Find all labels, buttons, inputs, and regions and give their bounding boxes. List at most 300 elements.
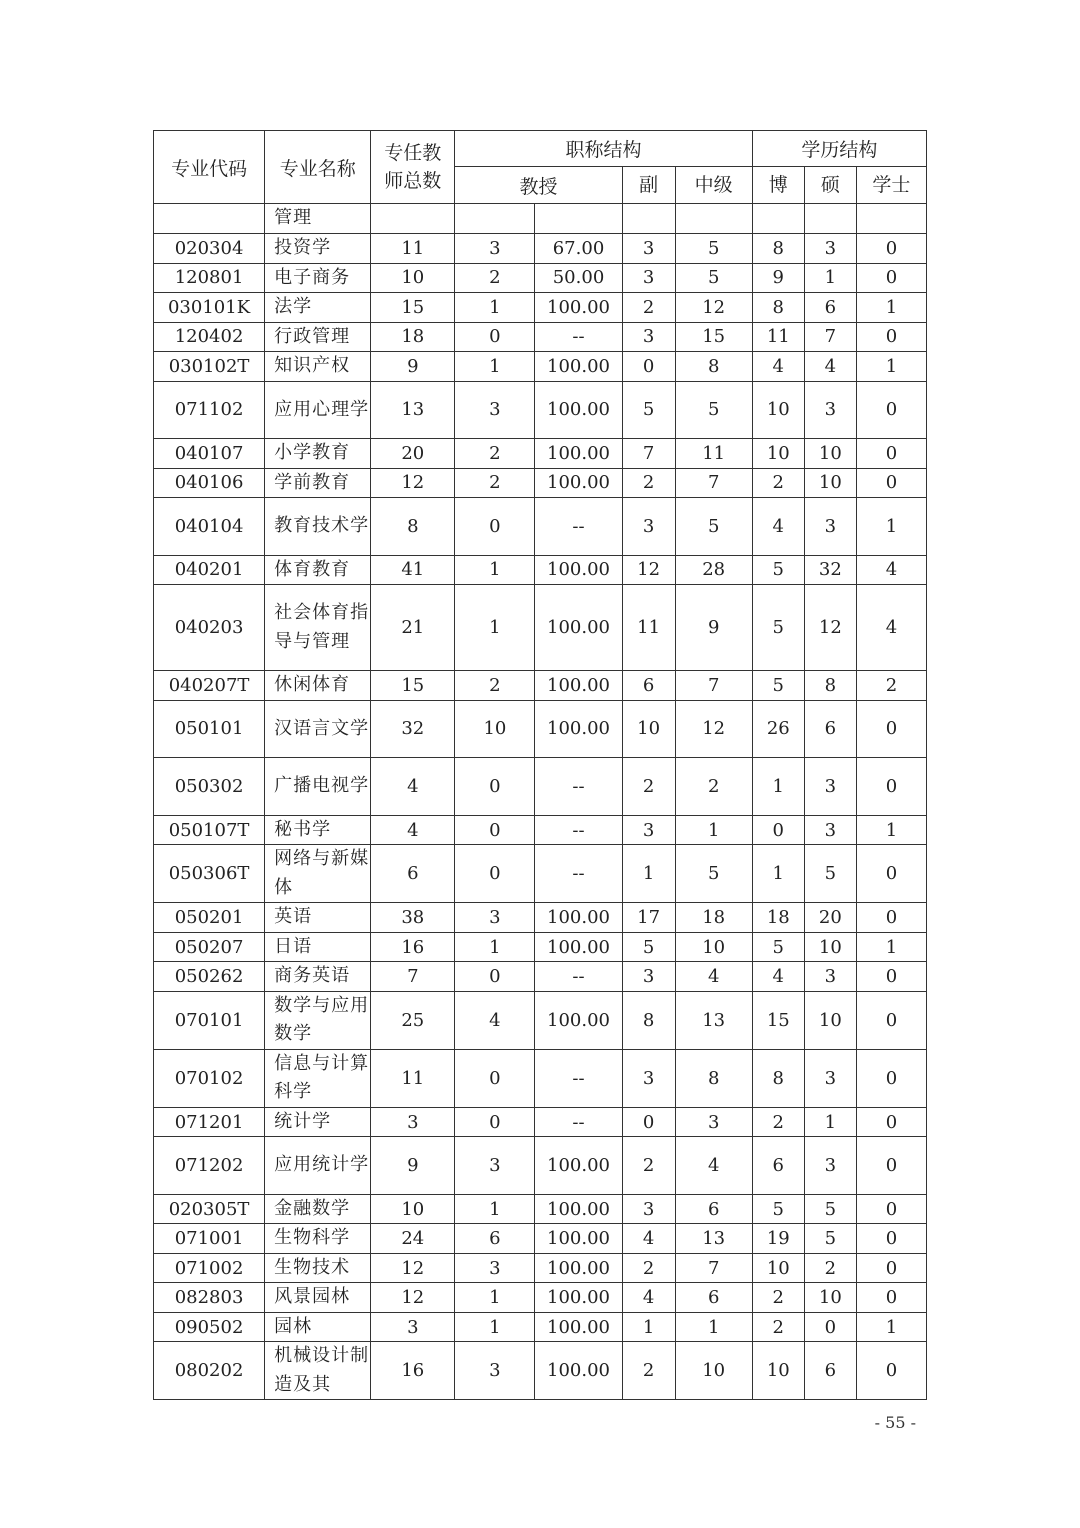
cell-code: 090502: [154, 1312, 265, 1342]
cell-master: 3: [804, 234, 856, 264]
cell-associate: 4: [622, 1224, 675, 1254]
cell-professor-count: 3: [455, 381, 535, 439]
cell-name: 知识产权: [265, 352, 371, 382]
cell-code: 040104: [154, 498, 265, 556]
table-row: [154, 815, 927, 845]
cell-associate: 12: [622, 555, 675, 585]
cell-code: 050201: [154, 903, 265, 933]
cell-code: 050101: [154, 700, 265, 758]
table-row: [154, 700, 927, 758]
cell-name: 电子商务: [265, 263, 371, 293]
cell-code: 030101K: [154, 293, 265, 323]
cell-associate: 11: [622, 585, 675, 671]
cell-code: 120402: [154, 322, 265, 352]
cell-master: 3: [804, 962, 856, 992]
cell-professor-count: 2: [455, 671, 535, 701]
cell-intermediate: 11: [675, 439, 752, 469]
cell-total: 11: [371, 234, 455, 264]
header-master: 硕: [804, 167, 856, 204]
cell-name: 网络与新媒体: [265, 845, 371, 903]
cell-bachelor: 0: [856, 1049, 926, 1107]
cell-professor-percent: --: [535, 845, 622, 903]
cell-associate: 1: [622, 845, 675, 903]
cell-professor-percent: --: [535, 1107, 622, 1137]
cell-associate: [622, 204, 675, 234]
cell-code: 071001: [154, 1224, 265, 1254]
cell-intermediate: 12: [675, 293, 752, 323]
cell-master: 6: [804, 700, 856, 758]
table-row: [154, 555, 927, 585]
cell-professor-count: 3: [455, 234, 535, 264]
cell-doctor: 1: [752, 845, 804, 903]
cell-doctor: 10: [752, 381, 804, 439]
faculty-structure-table: [153, 130, 927, 1400]
cell-name: 行政管理: [265, 322, 371, 352]
cell-professor-count: 0: [455, 845, 535, 903]
cell-doctor: 5: [752, 932, 804, 962]
cell-doctor: 8: [752, 1049, 804, 1107]
cell-doctor: 0: [752, 815, 804, 845]
table-row: [154, 1253, 927, 1283]
cell-professor-count: 0: [455, 322, 535, 352]
cell-doctor: 26: [752, 700, 804, 758]
cell-code: [154, 204, 265, 234]
cell-professor-percent: 100.00: [535, 1224, 622, 1254]
cell-associate: 3: [622, 498, 675, 556]
cell-name: 管理: [265, 204, 371, 234]
table-row: [154, 585, 927, 671]
cell-code: 040201: [154, 555, 265, 585]
cell-professor-count: 1: [455, 293, 535, 323]
cell-code: 050302: [154, 758, 265, 816]
cell-intermediate: 5: [675, 381, 752, 439]
cell-total: 12: [371, 1253, 455, 1283]
cell-intermediate: 7: [675, 468, 752, 498]
cell-professor-count: 6: [455, 1224, 535, 1254]
cell-total: 15: [371, 293, 455, 323]
cell-associate: 3: [622, 1194, 675, 1224]
cell-bachelor: 0: [856, 903, 926, 933]
cell-intermediate: 2: [675, 758, 752, 816]
cell-total: 21: [371, 585, 455, 671]
cell-code: 040203: [154, 585, 265, 671]
cell-name: 休闲体育: [265, 671, 371, 701]
cell-name: 广播电视学: [265, 758, 371, 816]
header-bachelor: 学士: [856, 167, 926, 204]
cell-name: 园林: [265, 1312, 371, 1342]
cell-doctor: 10: [752, 439, 804, 469]
cell-intermediate: 12: [675, 700, 752, 758]
cell-intermediate: 5: [675, 263, 752, 293]
cell-master: 8: [804, 671, 856, 701]
cell-intermediate: 7: [675, 1253, 752, 1283]
cell-professor-percent: 100.00: [535, 468, 622, 498]
cell-master: 3: [804, 1049, 856, 1107]
cell-intermediate: [675, 204, 752, 234]
cell-associate: 2: [622, 293, 675, 323]
cell-professor-percent: [535, 204, 622, 234]
cell-code: 030102T: [154, 352, 265, 382]
cell-master: 2: [804, 1253, 856, 1283]
cell-intermediate: 10: [675, 932, 752, 962]
cell-professor-percent: 100.00: [535, 1194, 622, 1224]
cell-name: 风景园林: [265, 1283, 371, 1313]
cell-code: 071102: [154, 381, 265, 439]
cell-professor-percent: 67.00: [535, 234, 622, 264]
cell-name: 体育教育: [265, 555, 371, 585]
cell-name: 汉语言文学: [265, 700, 371, 758]
cell-bachelor: 0: [856, 1224, 926, 1254]
cell-doctor: 18: [752, 903, 804, 933]
table-row: [154, 234, 927, 264]
carryover-row: [154, 204, 927, 234]
cell-master: 1: [804, 263, 856, 293]
cell-code: 082803: [154, 1283, 265, 1313]
cell-associate: 2: [622, 758, 675, 816]
cell-professor-percent: 100.00: [535, 555, 622, 585]
cell-professor-percent: --: [535, 498, 622, 556]
cell-total: 32: [371, 700, 455, 758]
cell-professor-count: 0: [455, 758, 535, 816]
cell-intermediate: 5: [675, 845, 752, 903]
cell-associate: 3: [622, 815, 675, 845]
cell-doctor: 11: [752, 322, 804, 352]
cell-associate: 1: [622, 1312, 675, 1342]
cell-name: 教育技术学: [265, 498, 371, 556]
cell-code: 120801: [154, 263, 265, 293]
cell-professor-percent: 100.00: [535, 1253, 622, 1283]
page-number: - 55 -: [874, 1413, 916, 1432]
cell-total: 12: [371, 1283, 455, 1313]
cell-professor-count: 1: [455, 1312, 535, 1342]
cell-associate: 8: [622, 991, 675, 1049]
cell-name: 英语: [265, 903, 371, 933]
cell-professor-count: 1: [455, 1283, 535, 1313]
table-row: [154, 932, 927, 962]
cell-total: 8: [371, 498, 455, 556]
cell-bachelor: 0: [856, 962, 926, 992]
table-row: [154, 845, 927, 903]
cell-bachelor: 1: [856, 293, 926, 323]
cell-intermediate: 6: [675, 1194, 752, 1224]
cell-associate: 3: [622, 234, 675, 264]
cell-professor-percent: 100.00: [535, 439, 622, 469]
cell-total: 6: [371, 845, 455, 903]
cell-name: 商务英语: [265, 962, 371, 992]
cell-professor-percent: 100.00: [535, 381, 622, 439]
cell-name: 学前教育: [265, 468, 371, 498]
table-row: [154, 1107, 927, 1137]
cell-name: 法学: [265, 293, 371, 323]
cell-doctor: 5: [752, 585, 804, 671]
cell-professor-percent: 100.00: [535, 991, 622, 1049]
cell-associate: 7: [622, 439, 675, 469]
cell-bachelor: 0: [856, 1107, 926, 1137]
cell-master: 3: [804, 815, 856, 845]
cell-name: 信息与计算科学: [265, 1049, 371, 1107]
cell-associate: 2: [622, 468, 675, 498]
cell-associate: 2: [622, 1342, 675, 1400]
cell-name: 秘书学: [265, 815, 371, 845]
cell-professor-percent: 100.00: [535, 1312, 622, 1342]
cell-associate: 10: [622, 700, 675, 758]
cell-name: 金融数学: [265, 1194, 371, 1224]
header-major-name: 专业名称: [265, 131, 371, 204]
cell-master: 10: [804, 991, 856, 1049]
cell-total: 4: [371, 758, 455, 816]
cell-doctor: 2: [752, 468, 804, 498]
cell-professor-count: 0: [455, 1049, 535, 1107]
cell-master: 1: [804, 1107, 856, 1137]
cell-total: 38: [371, 903, 455, 933]
cell-name: 生物科学: [265, 1224, 371, 1254]
cell-professor-count: 0: [455, 1107, 535, 1137]
cell-associate: 3: [622, 263, 675, 293]
cell-professor-percent: --: [535, 815, 622, 845]
table-row: [154, 1194, 927, 1224]
cell-name: 小学教育: [265, 439, 371, 469]
cell-bachelor: 1: [856, 498, 926, 556]
cell-doctor: 2: [752, 1283, 804, 1313]
cell-code: 071201: [154, 1107, 265, 1137]
cell-professor-percent: 100.00: [535, 585, 622, 671]
cell-professor-count: 3: [455, 1342, 535, 1400]
cell-doctor: 5: [752, 671, 804, 701]
table-row: [154, 498, 927, 556]
cell-bachelor: 0: [856, 263, 926, 293]
cell-code: 040207T: [154, 671, 265, 701]
cell-professor-percent: 100.00: [535, 903, 622, 933]
cell-professor-count: 1: [455, 585, 535, 671]
cell-master: 5: [804, 845, 856, 903]
cell-bachelor: 0: [856, 381, 926, 439]
cell-intermediate: 5: [675, 498, 752, 556]
cell-name: 机械设计制造及其: [265, 1342, 371, 1400]
cell-professor-percent: --: [535, 322, 622, 352]
table-row: [154, 991, 927, 1049]
cell-doctor: 8: [752, 293, 804, 323]
cell-professor-count: 3: [455, 1137, 535, 1195]
cell-associate: 0: [622, 352, 675, 382]
cell-doctor: [752, 204, 804, 234]
cell-bachelor: 0: [856, 468, 926, 498]
cell-bachelor: 0: [856, 234, 926, 264]
cell-name: 生物技术: [265, 1253, 371, 1283]
cell-bachelor: 1: [856, 1312, 926, 1342]
cell-doctor: 5: [752, 555, 804, 585]
cell-doctor: 4: [752, 498, 804, 556]
cell-associate: 4: [622, 1283, 675, 1313]
cell-name: 投资学: [265, 234, 371, 264]
cell-intermediate: 7: [675, 671, 752, 701]
table-row: [154, 1049, 927, 1107]
cell-total: 25: [371, 991, 455, 1049]
cell-associate: 5: [622, 932, 675, 962]
cell-name: 统计学: [265, 1107, 371, 1137]
cell-professor-percent: 100.00: [535, 700, 622, 758]
cell-master: 10: [804, 439, 856, 469]
cell-doctor: 15: [752, 991, 804, 1049]
cell-master: 3: [804, 498, 856, 556]
cell-professor-count: 3: [455, 903, 535, 933]
table-row: [154, 1342, 927, 1400]
cell-professor-count: 0: [455, 962, 535, 992]
cell-total: 11: [371, 1049, 455, 1107]
cell-intermediate: 15: [675, 322, 752, 352]
cell-name: 日语: [265, 932, 371, 962]
cell-intermediate: 9: [675, 585, 752, 671]
table-row: [154, 1312, 927, 1342]
cell-associate: 17: [622, 903, 675, 933]
header-title-structure: 职称结构: [455, 131, 752, 167]
cell-intermediate: 13: [675, 991, 752, 1049]
cell-doctor: 2: [752, 1312, 804, 1342]
cell-total: 3: [371, 1312, 455, 1342]
cell-master: 5: [804, 1194, 856, 1224]
header-associate: 副: [622, 167, 675, 204]
cell-doctor: 4: [752, 352, 804, 382]
cell-intermediate: 8: [675, 352, 752, 382]
table-row: [154, 671, 927, 701]
table-row: [154, 322, 927, 352]
cell-associate: 3: [622, 1049, 675, 1107]
cell-professor-percent: 100.00: [535, 1342, 622, 1400]
cell-intermediate: 4: [675, 962, 752, 992]
cell-doctor: 6: [752, 1137, 804, 1195]
cell-bachelor: 0: [856, 700, 926, 758]
cell-total: 9: [371, 352, 455, 382]
cell-bachelor: 0: [856, 845, 926, 903]
header-major-code: 专业代码: [154, 131, 265, 204]
cell-intermediate: 3: [675, 1107, 752, 1137]
cell-code: 080202: [154, 1342, 265, 1400]
cell-professor-count: 0: [455, 815, 535, 845]
cell-professor-count: [455, 204, 535, 234]
cell-bachelor: 1: [856, 932, 926, 962]
cell-associate: 2: [622, 1137, 675, 1195]
cell-bachelor: 4: [856, 555, 926, 585]
header-doctor: 博: [752, 167, 804, 204]
cell-associate: 3: [622, 962, 675, 992]
cell-name: 社会体育指导与管理: [265, 585, 371, 671]
cell-master: [804, 204, 856, 234]
cell-total: 12: [371, 468, 455, 498]
cell-name: 应用心理学: [265, 381, 371, 439]
cell-master: 4: [804, 352, 856, 382]
table-row: [154, 352, 927, 382]
cell-associate: 2: [622, 1253, 675, 1283]
cell-code: 050207: [154, 932, 265, 962]
cell-professor-percent: 100.00: [535, 352, 622, 382]
cell-professor-count: 3: [455, 1253, 535, 1283]
cell-intermediate: 6: [675, 1283, 752, 1313]
cell-total: 10: [371, 1194, 455, 1224]
cell-intermediate: 8: [675, 1049, 752, 1107]
cell-intermediate: 18: [675, 903, 752, 933]
cell-associate: 6: [622, 671, 675, 701]
cell-bachelor: 0: [856, 1137, 926, 1195]
cell-total: 7: [371, 962, 455, 992]
cell-bachelor: [856, 204, 926, 234]
cell-professor-count: 2: [455, 439, 535, 469]
cell-bachelor: 1: [856, 352, 926, 382]
header-intermediate: 中级: [675, 167, 752, 204]
cell-master: 32: [804, 555, 856, 585]
cell-professor-percent: --: [535, 758, 622, 816]
cell-doctor: 19: [752, 1224, 804, 1254]
cell-total: 20: [371, 439, 455, 469]
cell-code: 070101: [154, 991, 265, 1049]
cell-master: 3: [804, 758, 856, 816]
table-body: [154, 204, 927, 1400]
cell-master: 12: [804, 585, 856, 671]
cell-bachelor: 1: [856, 815, 926, 845]
cell-professor-count: 10: [455, 700, 535, 758]
header-professor: 教授: [455, 167, 622, 204]
cell-associate: 0: [622, 1107, 675, 1137]
cell-doctor: 5: [752, 1194, 804, 1224]
cell-master: 20: [804, 903, 856, 933]
table-row: [154, 381, 927, 439]
cell-professor-percent: --: [535, 1049, 622, 1107]
cell-bachelor: 0: [856, 1194, 926, 1224]
cell-code: 070102: [154, 1049, 265, 1107]
cell-code: 050107T: [154, 815, 265, 845]
table-row: [154, 903, 927, 933]
cell-intermediate: 4: [675, 1137, 752, 1195]
cell-bachelor: 4: [856, 585, 926, 671]
cell-doctor: 10: [752, 1342, 804, 1400]
table-row: [154, 1137, 927, 1195]
cell-doctor: 4: [752, 962, 804, 992]
cell-total: 24: [371, 1224, 455, 1254]
cell-total: 4: [371, 815, 455, 845]
cell-code: 050262: [154, 962, 265, 992]
cell-doctor: 8: [752, 234, 804, 264]
cell-associate: 5: [622, 381, 675, 439]
cell-master: 0: [804, 1312, 856, 1342]
cell-professor-percent: 100.00: [535, 1283, 622, 1313]
header-degree-structure: 学历结构: [752, 131, 926, 167]
cell-code: 020305T: [154, 1194, 265, 1224]
cell-doctor: 10: [752, 1253, 804, 1283]
cell-total: 41: [371, 555, 455, 585]
cell-master: 3: [804, 381, 856, 439]
table-header: [154, 131, 927, 204]
cell-code: 071002: [154, 1253, 265, 1283]
cell-doctor: 2: [752, 1107, 804, 1137]
table-row: [154, 1283, 927, 1313]
cell-professor-percent: 100.00: [535, 1137, 622, 1195]
cell-master: 10: [804, 1283, 856, 1313]
cell-master: 10: [804, 932, 856, 962]
table-row: [154, 758, 927, 816]
cell-bachelor: 0: [856, 322, 926, 352]
cell-total: [371, 204, 455, 234]
cell-code: 071202: [154, 1137, 265, 1195]
cell-professor-count: 0: [455, 498, 535, 556]
cell-master: 7: [804, 322, 856, 352]
cell-code: 020304: [154, 234, 265, 264]
cell-total: 9: [371, 1137, 455, 1195]
table-row: [154, 468, 927, 498]
cell-code: 040107: [154, 439, 265, 469]
table-row: [154, 1224, 927, 1254]
cell-total: 15: [371, 671, 455, 701]
cell-professor-percent: --: [535, 962, 622, 992]
cell-professor-count: 1: [455, 1194, 535, 1224]
cell-professor-count: 2: [455, 468, 535, 498]
